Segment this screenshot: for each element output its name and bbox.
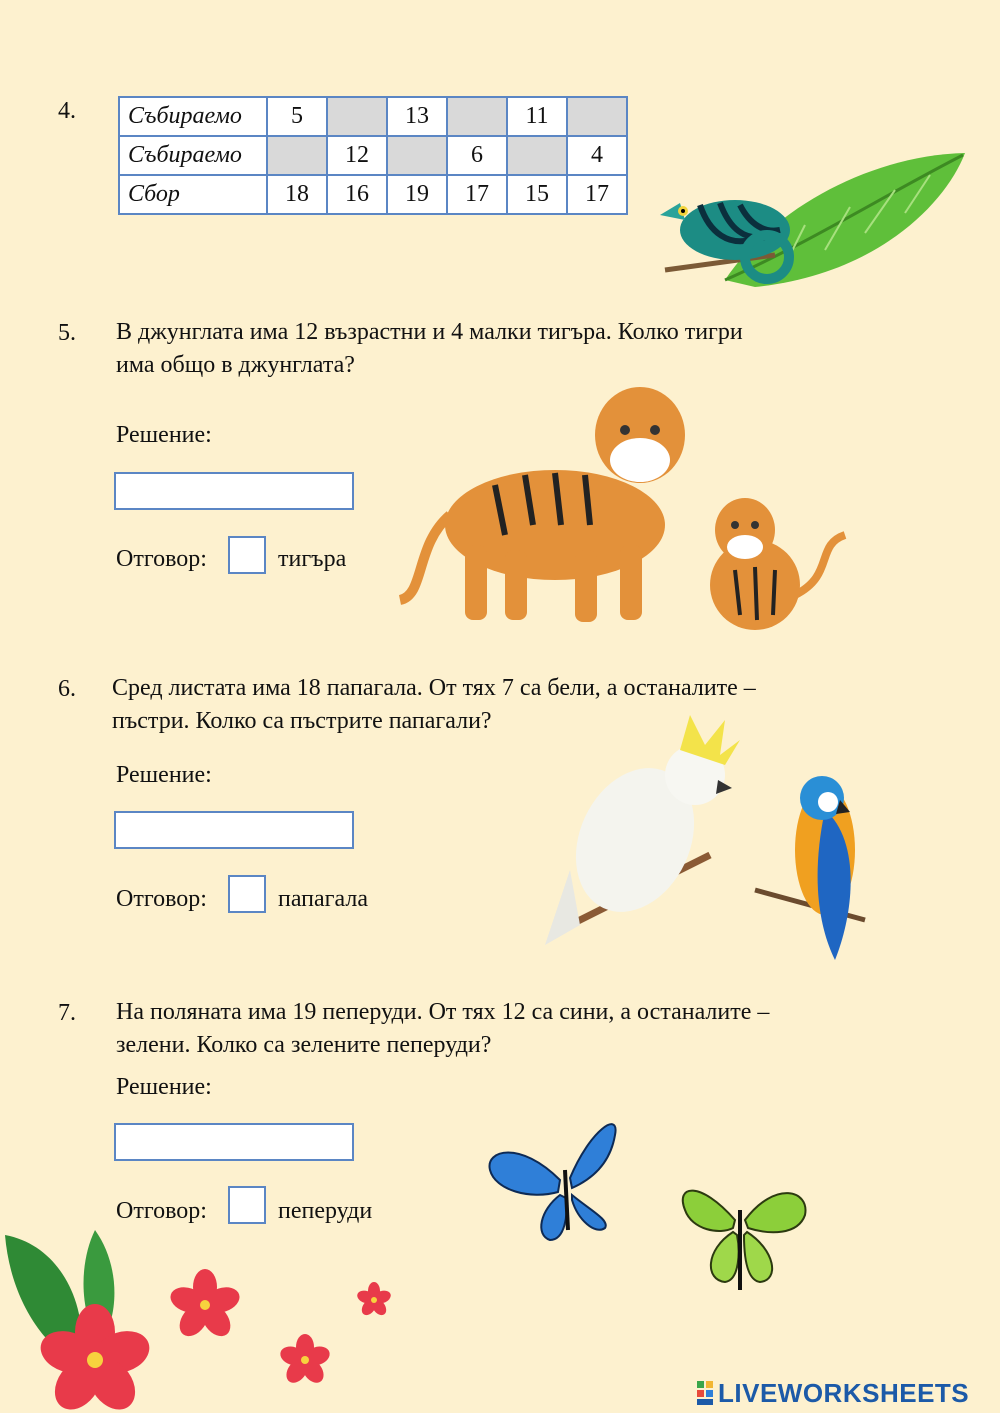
task7-solution-label: Решение: <box>116 1074 212 1100</box>
task5-number: 5. <box>58 320 76 346</box>
table-row <box>119 136 627 175</box>
logo-mark-icon <box>696 1380 714 1406</box>
task4-number: 4. <box>58 98 76 124</box>
task5-answer-input[interactable] <box>228 536 266 574</box>
flowers-illustration <box>0 1225 400 1413</box>
task6-unit: папагала <box>278 886 369 912</box>
task6-answer-label: Отговор: <box>116 886 207 912</box>
row-label: Сбор <box>119 175 267 214</box>
addition-table <box>118 96 628 215</box>
task7-question <box>116 996 896 1062</box>
table-cell: 11 <box>507 97 567 136</box>
table-row <box>119 97 627 136</box>
blank-answer-cell[interactable] <box>507 136 567 175</box>
table-cell: 15 <box>507 175 567 214</box>
parrots-illustration <box>540 710 875 970</box>
task5-question-line1: В джунглата има 12 възрастни и 4 малки тигъра. Колко тигри <box>116 319 743 345</box>
blank-answer-cell[interactable] <box>567 97 627 136</box>
table-cell: 12 <box>327 136 387 175</box>
task6-solution-label: Решение: <box>116 762 212 788</box>
chameleon-leaf-illustration <box>655 145 970 290</box>
task6-question-line1: Сред листата има 18 папагала. От тях 7 са бели, а останалите – <box>112 675 756 701</box>
macaw-icon <box>755 776 865 960</box>
blue-butterfly-icon <box>490 1124 616 1240</box>
task5-unit: тигъра <box>278 546 347 572</box>
table-cell: 13 <box>387 97 447 136</box>
blank-answer-cell[interactable] <box>447 97 507 136</box>
liveworksheets-logo <box>696 1378 969 1409</box>
task5-question-line2: има общо в джунглата? <box>116 352 355 378</box>
table-cell: 16 <box>327 175 387 214</box>
tigers-illustration <box>395 375 865 640</box>
task7-question-line1: На поляната има 19 пеперуди. От тях 12 са сини, а останалите – <box>116 999 770 1025</box>
task5-question <box>116 316 876 382</box>
task7-unit: пеперуди <box>278 1198 373 1224</box>
task7-solution-input[interactable] <box>114 1123 354 1161</box>
table-cell: 17 <box>567 175 627 214</box>
task7-answer-label: Отговор: <box>116 1198 207 1224</box>
task6-number: 6. <box>58 676 76 702</box>
table-cell: 5 <box>267 97 327 136</box>
task7-number: 7. <box>58 1000 76 1026</box>
table-cell: 17 <box>447 175 507 214</box>
task7-answer-input[interactable] <box>228 1186 266 1224</box>
table-cell: 6 <box>447 136 507 175</box>
table-cell: 19 <box>387 175 447 214</box>
task7-question-line2: зелени. Колко са зелените пеперуди? <box>116 1032 492 1058</box>
adult-tiger-icon <box>400 387 685 622</box>
task5-solution-label: Решение: <box>116 422 212 448</box>
table-cell: 4 <box>567 136 627 175</box>
cockatoo-icon <box>545 715 740 945</box>
task6-solution-input[interactable] <box>114 811 354 849</box>
task6-answer-input[interactable] <box>228 875 266 913</box>
task5-solution-input[interactable] <box>114 472 354 510</box>
task6-question-line2: пъстри. Колко са пъстрите папагали? <box>112 708 492 734</box>
task5-answer-label: Отговор: <box>116 546 207 572</box>
logo-text: LIVEWORKSHEETS <box>718 1378 970 1408</box>
tiger-cub-icon <box>710 498 845 630</box>
row-label: Събираемо <box>119 136 267 175</box>
blank-answer-cell[interactable] <box>387 136 447 175</box>
blank-answer-cell[interactable] <box>327 97 387 136</box>
row-label: Събираемо <box>119 97 267 136</box>
blank-answer-cell[interactable] <box>267 136 327 175</box>
table-cell: 18 <box>267 175 327 214</box>
green-butterfly-icon <box>683 1191 806 1290</box>
butterflies-illustration <box>480 1110 820 1305</box>
table-row <box>119 175 627 214</box>
